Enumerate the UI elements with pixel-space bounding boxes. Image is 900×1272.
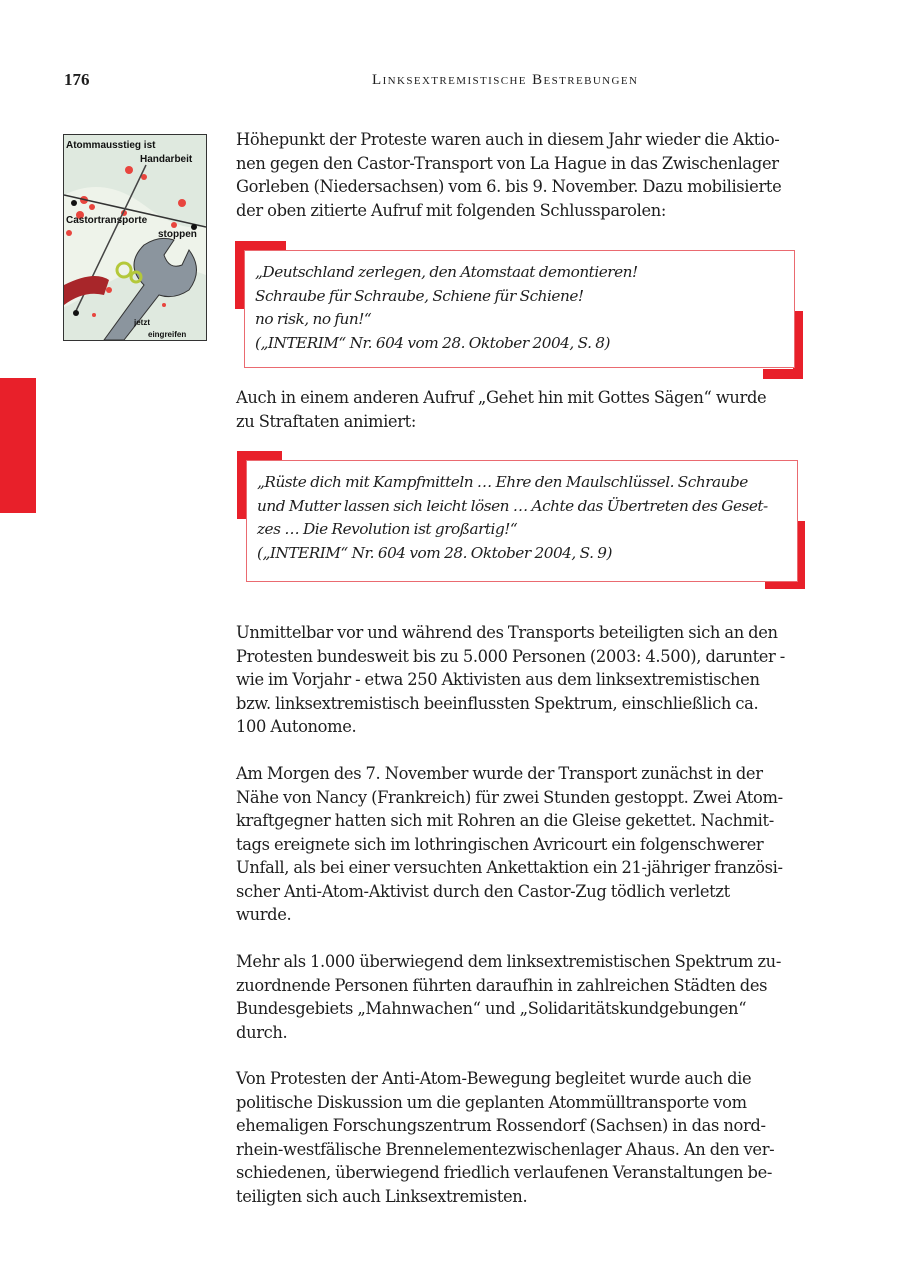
quote-line: Schraube für Schraube, Schiene für Schiene! <box>255 286 584 305</box>
text-line: wie im Vorjahr - etwa 250 Aktivisten aus dem linksextremistischen <box>236 670 760 689</box>
text-line: tags ereignete sich im lothringischen Avricourt ein folgenschwerer <box>236 834 764 854</box>
text-line: schiedenen, überwiegend friedlich verlaufenen Veranstaltungen be- <box>236 1163 773 1182</box>
text-line: scher Anti-Atom-Aktivist durch den Castor-Zug tödlich verletzt <box>236 881 730 901</box>
text-line: zuordnende Personen führten daraufhin in zahlreichen Städten des <box>236 975 768 995</box>
paragraph-accident <box>236 762 806 927</box>
text-line: wurde. <box>236 905 292 924</box>
chapter-side-marker <box>0 378 36 513</box>
text-line: kraftgegner hatten sich mit Rohren an die Gleise gekettet. Nachmit- <box>236 811 774 830</box>
text-line: Höhepunkt der Proteste waren auch in diesem Jahr wieder die Aktio- <box>236 130 780 149</box>
svg-text:Handarbeit: Handarbeit <box>140 154 193 165</box>
protest-poster-image <box>63 134 207 341</box>
text-line: teiligten sich auch Linksextremisten. <box>236 1186 528 1206</box>
paragraph-vigils <box>236 950 806 1044</box>
svg-text:Atommausstieg ist: Atommausstieg ist <box>66 140 156 151</box>
quote-line: „Rüste dich mit Kampfmitteln … Ehre den Maulschlüssel. Schraube <box>257 473 748 491</box>
svg-text:Castortransporte: Castortransporte <box>66 215 148 226</box>
text-line: Am Morgen des 7. November wurde der Transport zunächst in der <box>236 764 763 783</box>
text-line: rhein-westfälische Brennelementezwischenlager Ahaus. An den ver- <box>236 1139 775 1159</box>
text-line: durch. <box>236 1022 288 1042</box>
quote-line: zes … Die Revolution ist großartig!“ <box>257 520 518 538</box>
quote-source: („INTERIM“ Nr. 604 vom 28. Oktober 2004, S. 9) <box>257 543 613 562</box>
paragraph-intro <box>236 128 806 222</box>
quote-source: („INTERIM“ Nr. 604 vom 28. Oktober 2004, S. 8) <box>255 333 611 352</box>
text-line: bzw. linksextremistisch beeinflussten Spektrum, einschließlich ca. <box>236 693 759 713</box>
text-line: nen gegen den Castor-Transport von La Hague in das Zwischenlager <box>236 153 779 173</box>
text-line: ehemaligen Forschungszentrum Rossendorf (Sachsen) in das nord- <box>236 1116 766 1135</box>
quote-line: „Deutschland zerlegen, den Atomstaat demontieren! <box>255 263 638 281</box>
quote-box-2 <box>246 460 798 582</box>
paragraph-second-call <box>236 386 806 433</box>
paragraph-rossendorf <box>236 1067 806 1208</box>
text-line: Unmittelbar vor und während des Transports beteiligten sich an den <box>236 623 778 642</box>
quote-text <box>257 471 768 565</box>
text-line: der oben zitierte Aufruf mit folgenden Schlussparolen: <box>236 200 667 220</box>
text-line: Bundesgebiets „Mahnwachen“ und „Solidaritätskundgebungen“ <box>236 999 747 1018</box>
paragraph-participants <box>236 621 806 739</box>
running-head: Linksextremistische Bestrebungen <box>372 72 639 88</box>
text-line: Mehr als 1.000 überwiegend dem linksextremistischen Spektrum zu- <box>236 952 781 971</box>
text-line: Von Protesten der Anti-Atom-Bewegung begleitet wurde auch die <box>236 1069 752 1088</box>
text-line: Auch in einem anderen Aufruf „Gehet hin mit Gottes Sägen“ wurde <box>236 388 767 407</box>
text-line: zu Straftaten animiert: <box>236 411 416 431</box>
quote-line: und Mutter lassen sich leicht lösen … Achte das Übertreten des Geset- <box>257 496 768 515</box>
poster-illustration-icon <box>64 135 206 340</box>
text-line: Unfall, als bei einer versuchten Ankettaktion ein 21-jähriger französi- <box>236 858 783 877</box>
quote-line: no risk, no fun!“ <box>255 310 372 328</box>
svg-text:stoppen: stoppen <box>158 229 197 240</box>
text-line: Gorleben (Niedersachsen) vom 6. bis 9. November. Dazu mobilisierte <box>236 177 782 196</box>
svg-text:jetzt: jetzt <box>134 318 150 327</box>
text-line: Nähe von Nancy (Frankreich) für zwei Stunden gestoppt. Zwei Atom- <box>236 787 783 807</box>
text-line: 100 Autonome. <box>236 717 357 736</box>
quote-text <box>255 261 638 355</box>
page-number: 176 <box>64 70 90 89</box>
quote-box-1 <box>244 250 795 368</box>
text-line: politische Diskussion um die geplanten Atommülltransporte vom <box>236 1092 747 1112</box>
text-line: Protesten bundesweit bis zu 5.000 Personen (2003: 4.500), darunter - <box>236 646 785 666</box>
svg-text:eingreifen: eingreifen <box>148 330 187 339</box>
